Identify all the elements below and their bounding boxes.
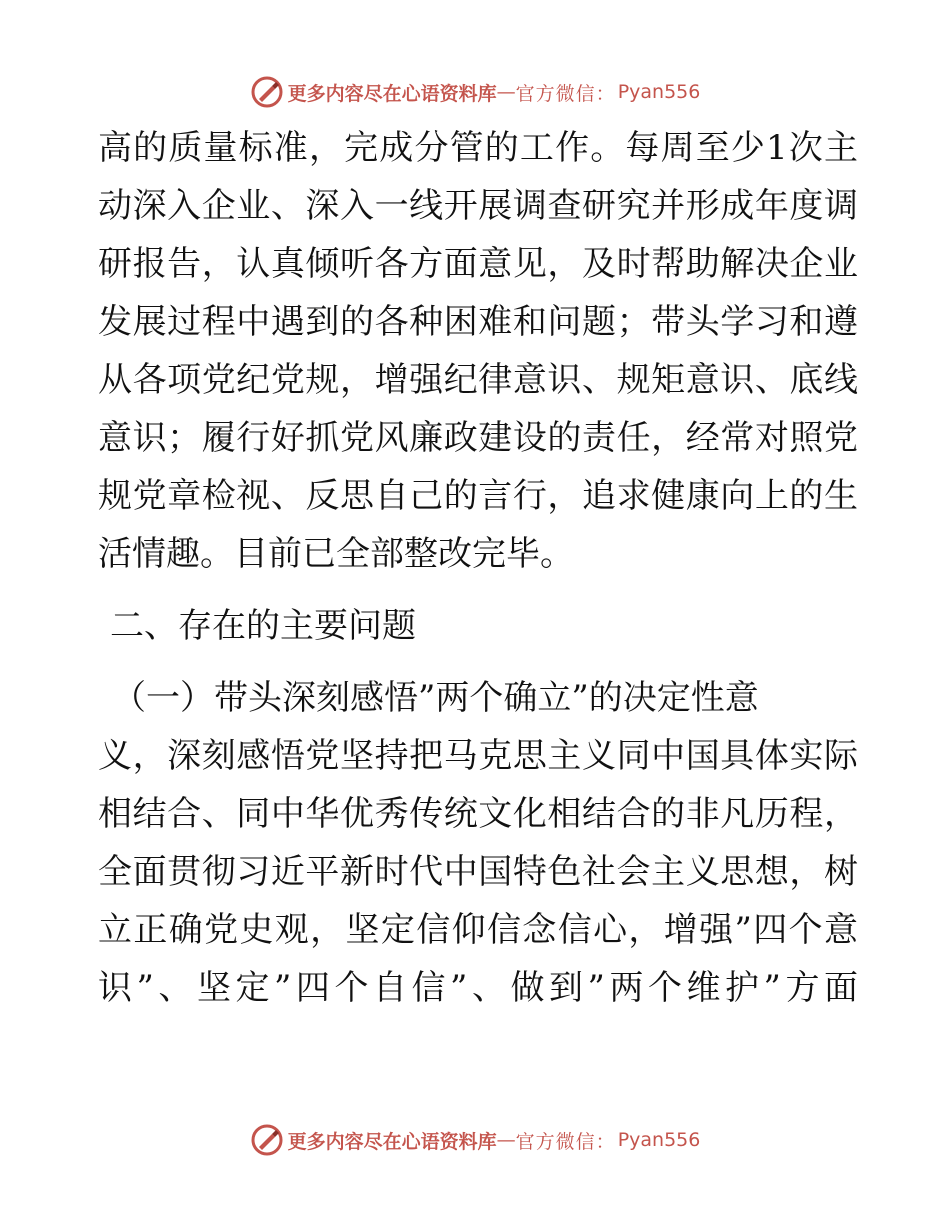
paragraph-line: 立正确党史观，坚定信仰信念信心，增强”四个意 (98, 910, 858, 950)
watermark-label: 官方微信： (515, 1130, 616, 1153)
header-watermark (0, 72, 950, 112)
paragraph-line: 高的质量标准，完成分管的工作。每周至少1次主 (98, 128, 858, 168)
watermark-wechat-id: Pyan556 (617, 1129, 701, 1151)
watermark-label: 官方微信： (515, 82, 616, 105)
paragraph-line: 意识；履行好抓党风廉政建设的责任，经常对照党 (98, 418, 858, 458)
pen-logo-icon (250, 75, 284, 109)
paragraph-line: 从各项党纪党规，增强纪律意识、规矩意识、底线 (98, 360, 858, 400)
paragraph-line: 识”、坚定”四个自信”、做到”两个维护”方面 (98, 968, 858, 1008)
paragraph-line: 发展过程中遇到的各种困难和问题；带头学习和遵 (98, 302, 858, 342)
watermark-wechat-id: Pyan556 (617, 81, 701, 103)
paragraph-line: 全面贯彻习近平新时代中国特色社会主义思想，树 (98, 852, 858, 892)
paragraph-line: 义，深刻感悟党坚持把马克思主义同中国具体实际 (98, 736, 858, 776)
section-heading: 二、存在的主要问题 (110, 606, 416, 646)
paragraph-line: 研报告，认真倾听各方面意见，及时帮助解决企业 (98, 244, 858, 284)
watermark-separator: — (496, 1129, 516, 1151)
watermark-separator: — (496, 81, 516, 103)
footer-watermark (0, 1120, 950, 1160)
paragraph-line: 活情趣。目前已全部整改完毕。 (98, 534, 574, 574)
document-body (98, 119, 858, 1017)
watermark-brand: 更多内容尽在心语资料库 (287, 1130, 497, 1153)
paragraph-line: 相结合、同中华优秀传统文化相结合的非凡历程， (98, 794, 858, 834)
paragraph-line: 规党章检视、反思自己的言行，追求健康向上的生 (98, 476, 858, 516)
watermark-brand: 更多内容尽在心语资料库 (287, 82, 497, 105)
subsection-heading: （一）带头深刻感悟”两个确立”的决定性意 (112, 678, 759, 718)
pen-logo-icon (250, 1123, 284, 1157)
paragraph-line: 动深入企业、深入一线开展调查研究并形成年度调 (98, 186, 858, 226)
